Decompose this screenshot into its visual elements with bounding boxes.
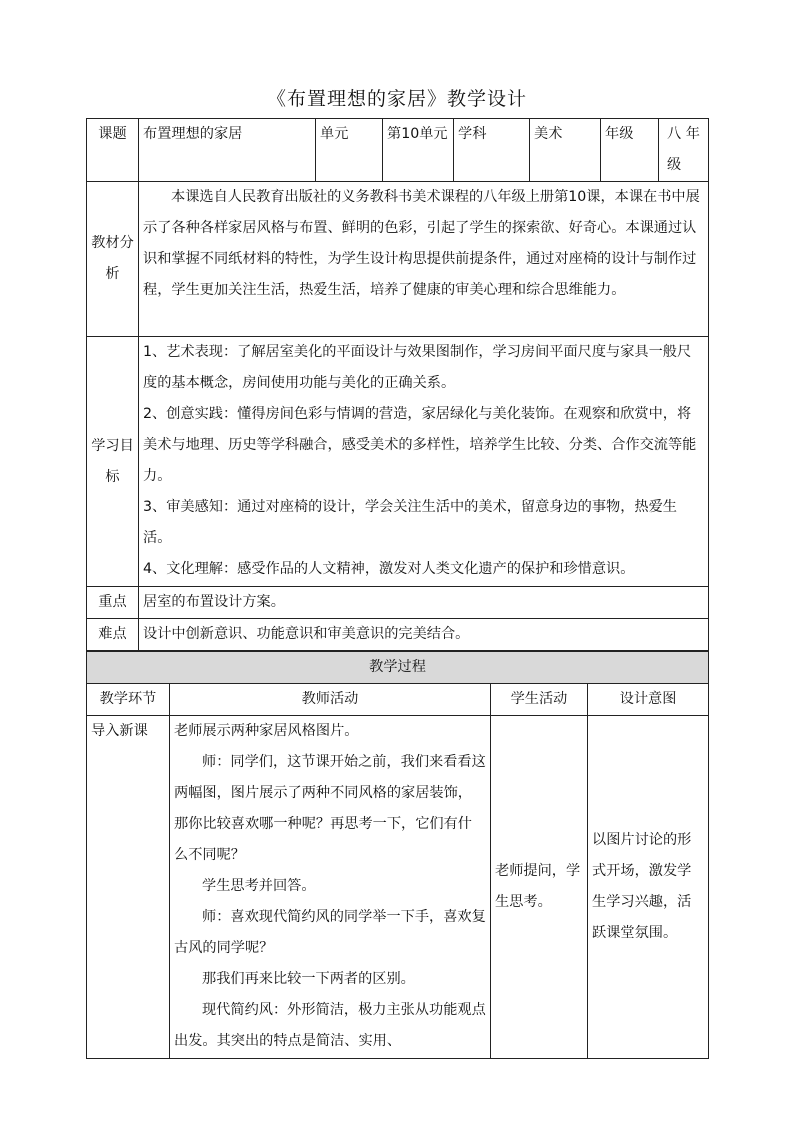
teacher-line-1: 老师展示两种家居风格图片。 — [174, 723, 359, 739]
teaching-process-table — [86, 651, 709, 1059]
col-intent: 设计意图 — [588, 684, 709, 716]
subject-value: 美术 — [530, 119, 601, 182]
goal-item-3: 3、审美感知：通过对座椅的设计，学会关注生活中的美术，留意身边的事物，热爱生活。 — [143, 499, 677, 546]
student-activity: 老师提问，学生思考。 — [491, 716, 588, 1059]
lesson-info-table — [86, 118, 709, 651]
teacher-activity — [170, 716, 491, 1059]
course-value: 布置理想的家居 — [139, 119, 316, 182]
page-title: 《布置理想的家居》教学设计 — [266, 88, 527, 110]
subject-label: 学科 — [454, 119, 530, 182]
goal-item-1: 1、艺术表现：了解居室美化的平面设计与效果图制作，学习房间平面尺度与家具一般尺度的基本概念，房间使用功能与美化的正确关系。 — [143, 344, 692, 391]
analysis-label: 教材分析 — [87, 182, 139, 337]
difficulty-text: 设计中创新意识、功能意识和审美意识的完美结合。 — [139, 619, 709, 651]
key-point-label: 重点 — [87, 587, 139, 619]
goals-row — [87, 337, 709, 587]
process-header-row — [87, 652, 709, 684]
analysis-row — [87, 182, 709, 337]
teacher-line-4: 师：喜欢现代简约风的同学举一下手，喜欢复古风的同学呢？ — [174, 909, 486, 956]
course-label: 课题 — [87, 119, 139, 182]
process-columns-row — [87, 684, 709, 716]
stage-cell: 导入新课 — [87, 716, 170, 1059]
analysis-text: 本课选自人民教育出版社的义务教科书美术课程的八年级上册第10课，本课在书中展示了各种各样家居风格与布置、鲜明的色彩，引起了学生的探索欲、好奇心。本课通过认识和掌握不同纸材料的特性，为学生设计构思提供前提条件，通过对座椅的设计与制作过程，学生更加关注生活，热爱生活，培养了健康的审美心理和综合思维能力。 — [139, 182, 709, 337]
process-row-intro — [87, 716, 709, 1059]
col-teacher: 教师活动 — [170, 684, 491, 716]
info-row — [87, 119, 709, 182]
key-point-row — [87, 587, 709, 619]
teacher-line-3: 学生思考并回答。 — [202, 878, 316, 894]
unit-value: 第10单元 — [383, 119, 454, 182]
col-student: 学生活动 — [491, 684, 588, 716]
goal-item-2: 2、创意实践：懂得房间色彩与情调的营造，家居绿化与美化装饰。在观察和欣赏中，将美术与地理、历史等学科融合，感受美术的多样性，培养学生比较、分类、合作交流等能力。 — [143, 406, 697, 484]
grade-label: 年级 — [601, 119, 659, 182]
goals-label: 学习目标 — [87, 337, 139, 587]
teacher-line-2: 师：同学们，这节课开始之前，我们来看看这两幅图，图片展示了两种不同风格的家居装饰，那你比较喜欢哪一种呢？再思考一下，它们有什么不同呢？ — [174, 754, 486, 863]
design-intent: 以图片讨论的形式开场，激发学生学习兴趣，活跃课堂氛围。 — [588, 716, 709, 1059]
teacher-line-5: 那我们再来比较一下两者的区别。 — [202, 971, 415, 987]
key-point-text: 居室的布置设计方案。 — [139, 587, 709, 619]
goal-item-4: 4、文化理解：感受作品的人文精神，激发对人类文化遗产的保护和珍惜意识。 — [143, 561, 635, 577]
process-header: 教学过程 — [87, 652, 709, 684]
col-stage: 教学环节 — [87, 684, 170, 716]
goals-list — [139, 337, 709, 587]
difficulty-label: 难点 — [87, 619, 139, 651]
grade-value: 八年级 — [659, 119, 709, 182]
unit-label: 单元 — [316, 119, 383, 182]
teacher-line-6: 现代简约风：外形简洁，极力主张从功能观点出发。其突出的特点是简洁、实用、 — [174, 1002, 486, 1049]
difficulty-row — [87, 619, 709, 651]
